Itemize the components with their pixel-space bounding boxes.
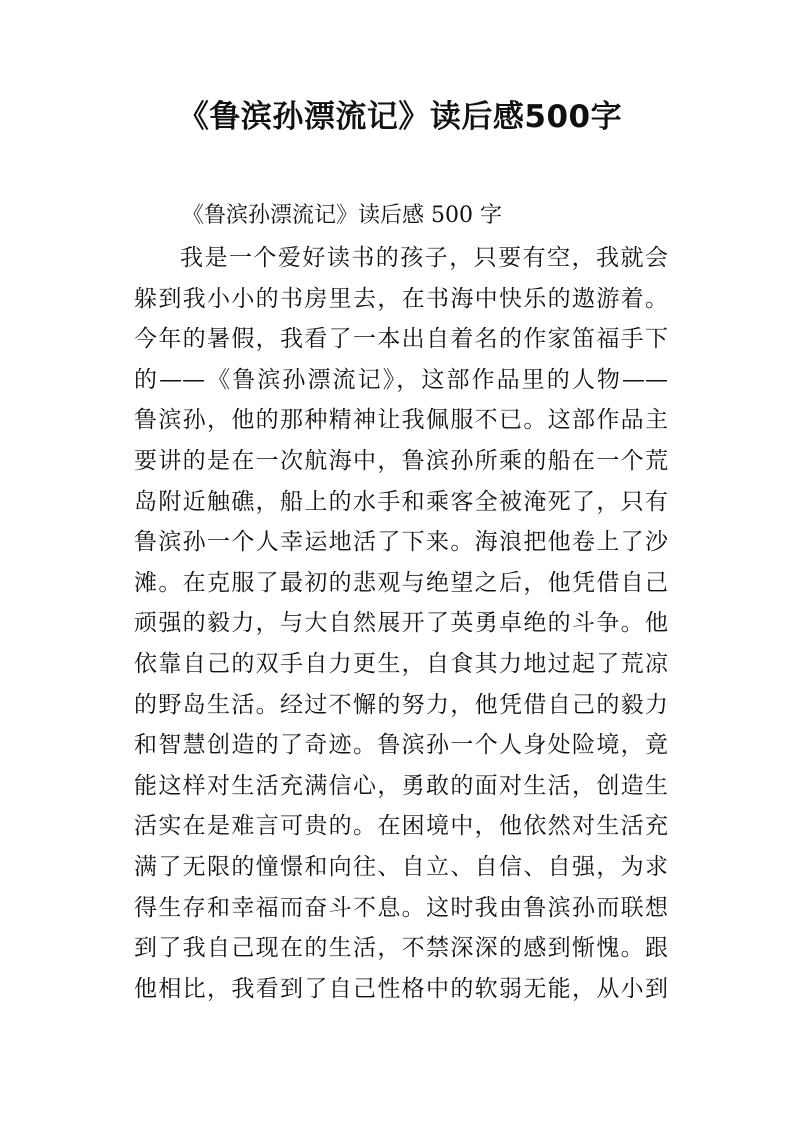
text-line: 要讲的是在一次航海中，鲁滨孙所乘的船在一个荒 [134, 447, 668, 474]
text-line: 我是一个爱好读书的孩子，只要有空，我就会 [180, 245, 668, 271]
text-line: 得生存和幸福而奋斗不息。这时我由鲁滨孙而联想 [134, 894, 668, 921]
document-subtitle: 《鲁滨孙漂流记》读后感 500 字 [182, 203, 502, 228]
text-line: 到了我自己现在的生活，不禁深深的感到惭愧。跟 [134, 935, 668, 962]
text-line: 的——《鲁滨孙漂流记》，这部作品里的人物—— [134, 366, 668, 393]
text-line: 滩。在克服了最初的悲观与绝望之后，他凭借自己 [134, 569, 668, 596]
text-line: 今年的暑假，我看了一本出自着名的作家笛福手下 [134, 326, 668, 353]
text-line: 活实在是难言可贵的。在困境中，他依然对生活充 [134, 813, 668, 840]
text-line: 能这样对生活充满信心，勇敢的面对生活，创造生 [134, 772, 668, 799]
text-line: 岛附近触礁，船上的水手和乘客全被淹死了，只有 [134, 488, 668, 515]
body-paragraph [134, 238, 668, 1009]
document-title: 《鲁滨孙漂流记》读后感500字 [177, 99, 623, 135]
text-line: 躲到我小小的书房里去，在书海中快乐的遨游着。 [134, 285, 668, 312]
text-line: 和智慧创造的了奇迹。鲁滨孙一个人身处险境，竟 [134, 732, 668, 759]
text-line: 满了无限的憧憬和向往、自立、自信、自强，为求 [134, 853, 668, 880]
text-line: 顽强的毅力，与大自然展开了英勇卓绝的斗争。他 [134, 610, 668, 637]
text-line: 鲁滨孙一个人幸运地活了下来。海浪把他卷上了沙 [134, 529, 668, 556]
text-line: 他相比，我看到了自己性格中的软弱无能，从小到 [134, 975, 668, 1002]
text-line: 依靠自己的双手自力更生，自食其力地过起了荒凉 [134, 650, 668, 677]
text-line: 的野岛生活。经过不懈的努力，他凭借自己的毅力 [134, 691, 668, 718]
text-line: 鲁滨孙，他的那种精神让我佩服不已。这部作品主 [134, 407, 668, 434]
